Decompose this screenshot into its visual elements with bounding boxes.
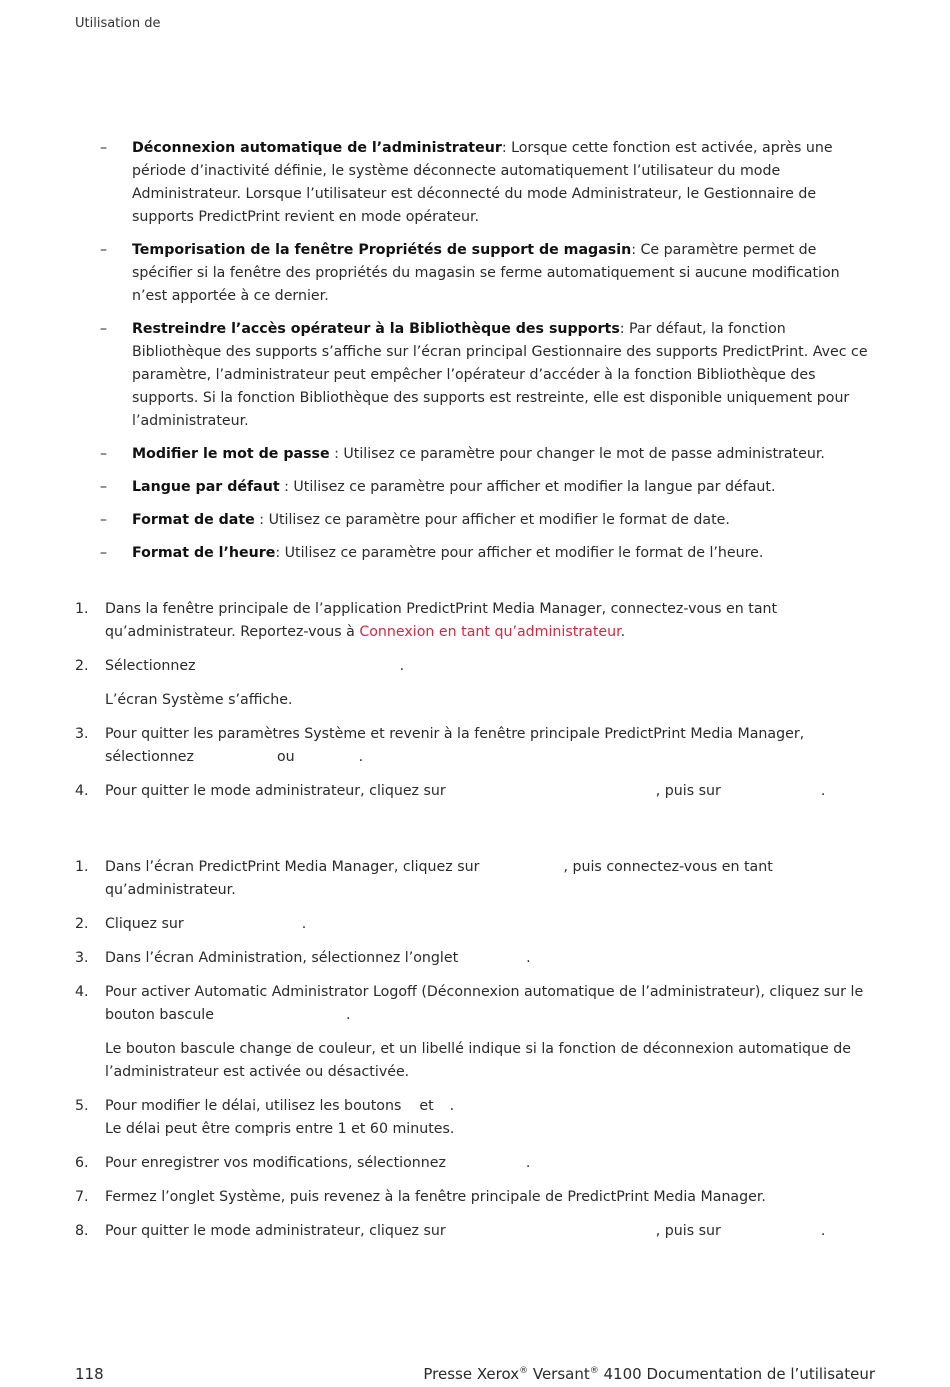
footer-title-part: Presse Xerox <box>423 1365 520 1383</box>
footer-title-part: 4100 Documentation de l’utilisateur <box>598 1365 875 1383</box>
step-number: 3. <box>75 950 89 966</box>
step-end: . <box>399 658 405 674</box>
step-end: . <box>301 916 307 932</box>
step-end: . <box>525 1155 531 1171</box>
step-number: 2. <box>75 916 89 932</box>
step-and: et <box>419 1098 434 1114</box>
procedure-step <box>75 981 875 1084</box>
list-item <box>100 542 870 565</box>
procedure-step <box>75 1152 875 1175</box>
step-text: Pour quitter le mode administrateur, cliquez sur <box>105 1223 446 1239</box>
step-text: Fermez l’onglet Système, puis revenez à la fenêtre principale de PredictPrint Media Manager. <box>105 1189 766 1205</box>
step-end: . <box>820 783 826 799</box>
procedure-step <box>75 913 875 936</box>
step-rest: , puis connectez-vous en tant qu’administrateur. <box>105 859 773 898</box>
dash-bullet: – <box>100 512 108 528</box>
setting-term: Temporisation de la fenêtre Propriétés de support de magasin <box>132 242 632 258</box>
step-text: Pour enregistrer vos modifications, sélectionnez <box>105 1155 446 1171</box>
procedure-step <box>75 780 875 803</box>
procedure-step <box>75 598 875 644</box>
step-note: Le bouton bascule change de couleur, et un libellé indique si la fonction de déconnexion automatique de l’administrateur est activée ou désactivée. <box>105 1041 851 1080</box>
dash-bullet: – <box>100 140 108 156</box>
step-end: . <box>526 950 531 966</box>
step-number: 8. <box>75 1223 89 1239</box>
footer-title-part: Versant <box>528 1365 590 1383</box>
step-mid: , puis sur <box>655 1223 721 1239</box>
setting-description: : Utilisez ce paramètre pour afficher et modifier le format de date. <box>254 512 730 528</box>
setting-term: Format de date <box>132 512 255 528</box>
step-text: Dans la fenêtre principale de l’application PredictPrint Media Manager, connectez-vous en tant qu’administrateur. Reportez-vous à <box>105 601 778 640</box>
step-number: 4. <box>75 783 89 799</box>
procedure-step <box>75 1186 875 1209</box>
step-line2: Le délai peut être compris entre 1 et 60 minutes. <box>105 1121 455 1137</box>
setting-description: : Utilisez ce paramètre pour afficher et modifier le format de l’heure. <box>275 545 764 561</box>
registered-mark: ® <box>519 1366 529 1376</box>
procedure-step <box>75 947 875 970</box>
page-number: 118 <box>75 1365 104 1383</box>
step-text: Pour quitter le mode administrateur, cliquez sur <box>105 783 446 799</box>
registered-mark: ® <box>589 1366 599 1376</box>
list-item <box>100 318 870 433</box>
list-item <box>100 476 870 499</box>
procedure-step <box>75 723 875 769</box>
dash-bullet: – <box>100 479 108 495</box>
procedure-step <box>75 856 875 902</box>
procedure-auto-logoff <box>75 856 875 1254</box>
running-header: Utilisation de <box>75 16 161 31</box>
step-text: Pour activer Automatic Administrator Logoff (Déconnexion automatique de l’administrateur), cliquez sur le bouton bascule <box>105 984 864 1023</box>
list-item <box>100 137 870 229</box>
dash-bullet: – <box>100 321 108 337</box>
setting-description: : Utilisez ce paramètre pour changer le mot de passe administrateur. <box>329 446 825 462</box>
step-text: Pour modifier le délai, utilisez les boutons <box>105 1098 402 1114</box>
step-note: L’écran Système s’affiche. <box>105 692 293 708</box>
step-number: 5. <box>75 1098 89 1114</box>
setting-term: Restreindre l’accès opérateur à la Bibliothèque des supports <box>132 321 620 337</box>
dash-bullet: – <box>100 545 108 561</box>
dash-bullet: – <box>100 446 108 462</box>
step-mid: , puis sur <box>655 783 721 799</box>
procedure-step <box>75 655 875 712</box>
step-text: Cliquez sur <box>105 916 184 932</box>
list-item <box>100 443 870 466</box>
step-number: 4. <box>75 984 89 1000</box>
step-number: 6. <box>75 1155 89 1171</box>
setting-term: Modifier le mot de passe <box>132 446 330 462</box>
step-number: 7. <box>75 1189 89 1205</box>
step-end: . <box>449 1098 455 1114</box>
step-number: 2. <box>75 658 89 674</box>
setting-term: Déconnexion automatique de l’administrateur <box>132 140 502 156</box>
step-number: 3. <box>75 726 89 742</box>
step-text: Sélectionnez <box>105 658 196 674</box>
setting-description: : Utilisez ce paramètre pour afficher et modifier la langue par défaut. <box>279 479 776 495</box>
step-text: Dans l’écran PredictPrint Media Manager, cliquez sur <box>105 859 480 875</box>
setting-description: : Ce paramètre permet de spécifier si la fenêtre des propriétés du magasin se ferme automatiquement si aucune modification n’est apportée à ce dernier. <box>132 242 840 304</box>
step-end: . <box>345 1007 351 1023</box>
setting-description: : Par défaut, la fonction Bibliothèque des supports s’affiche sur l’écran principal Gestionnaire des supports PredictPrint. Avec ce paramètre, l’administrateur peut empêcher l’opérateur d’accéder à la fonction Bibliothèque des supports. Si la fonction Bibliothèque des supports est restreinte, elle est disponible uniquement pour l’administrateur. <box>132 321 868 429</box>
cross-reference-link[interactable]: Connexion en tant qu’administrateur <box>359 624 621 640</box>
list-item <box>100 239 870 308</box>
step-end: . <box>820 1223 826 1239</box>
step-or: ou <box>276 749 295 765</box>
setting-term: Langue par défaut <box>132 479 280 495</box>
procedure-step <box>75 1095 875 1141</box>
procedure-step <box>75 1220 875 1243</box>
step-text: Dans l’écran Administration, sélectionnez l’onglet <box>105 950 459 966</box>
dash-bullet: – <box>100 242 108 258</box>
step-text: Pour quitter les paramètres Système et revenir à la fenêtre principale PredictPrint Media Manager, sélectionnez <box>105 726 805 765</box>
setting-term: Format de l’heure <box>132 545 276 561</box>
list-item <box>100 509 870 532</box>
step-number: 1. <box>75 859 89 875</box>
settings-list <box>100 137 870 575</box>
step-end: . <box>358 749 364 765</box>
step-number: 1. <box>75 601 89 617</box>
setting-description: : Lorsque cette fonction est activée, après une période d’inactivité définie, le système déconnecte automatiquement l’utilisateur du mode Administrateur. Lorsque l’utilisateur est déconnecté du mode Administrateur, le Gestionnaire de supports PredictPrint revient en mode opérateur. <box>132 140 833 225</box>
footer-document-title <box>423 1363 875 1386</box>
procedure-system-settings <box>75 598 875 814</box>
step-end: . <box>620 624 626 640</box>
